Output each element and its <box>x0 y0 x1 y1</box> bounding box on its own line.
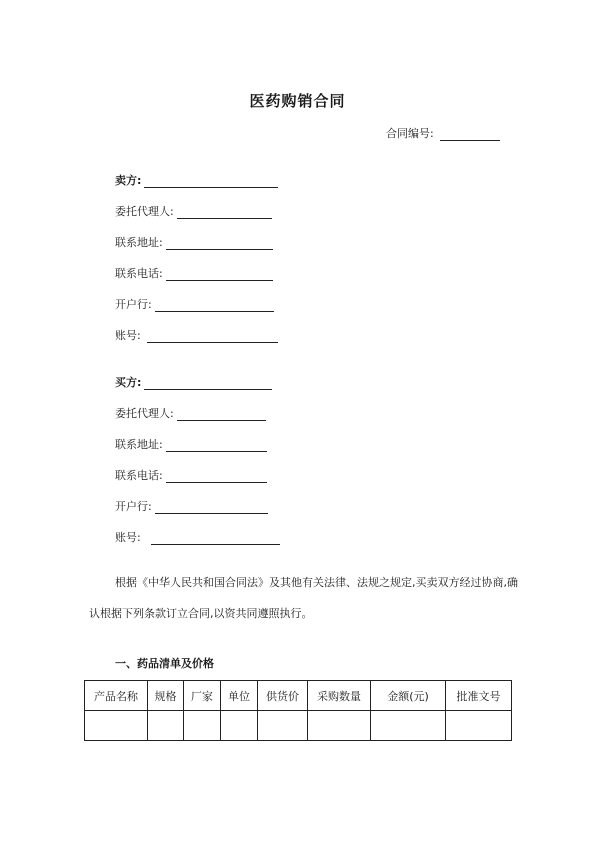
document-title: 医药购销合同 <box>249 92 346 110</box>
table-cell[interactable] <box>221 711 258 741</box>
contract-number-blank[interactable] <box>440 129 500 141</box>
seller-agent-field <box>115 203 272 219</box>
section-1-heading: 一、药品清单及价格 <box>115 657 214 670</box>
table-row <box>85 711 512 741</box>
buyer-phone-field <box>115 467 267 483</box>
table-header-row <box>85 681 512 711</box>
seller-address-label: 联系地址: <box>115 236 163 249</box>
seller-party-label: 卖方: <box>115 174 142 187</box>
buyer-phone-label: 联系电话: <box>115 469 163 482</box>
table-header-cell: 采购数量 <box>308 681 371 711</box>
buyer-account-label: 账号: <box>115 531 141 544</box>
seller-phone-blank[interactable] <box>166 268 273 281</box>
buyer-bank-blank[interactable] <box>155 501 268 514</box>
seller-agent-label: 委托代理人: <box>115 205 174 218</box>
seller-agent-blank[interactable] <box>177 206 272 219</box>
seller-phone-label: 联系电话: <box>115 267 163 280</box>
seller-account-blank[interactable] <box>147 330 278 343</box>
seller-account-field <box>115 327 278 343</box>
table-header-cell: 厂家 <box>184 681 221 711</box>
buyer-bank-field <box>115 498 268 514</box>
table-header-cell: 金额(元) <box>371 681 446 711</box>
buyer-address-field <box>115 436 267 452</box>
seller-bank-label: 开户行: <box>115 298 152 311</box>
table-cell[interactable] <box>308 711 371 741</box>
table-cell[interactable] <box>148 711 184 741</box>
table-header-cell: 批准文号 <box>446 681 512 711</box>
table-header-cell: 规格 <box>148 681 184 711</box>
seller-party-blank[interactable] <box>144 175 278 188</box>
buyer-bank-label: 开户行: <box>115 500 152 513</box>
buyer-party-field <box>115 374 272 390</box>
seller-bank-blank[interactable] <box>155 299 274 312</box>
table-header-cell: 供货价 <box>258 681 308 711</box>
contract-number <box>386 125 500 141</box>
intro-paragraph: 根据《中华人民共和国合同法》及其他有关法律、法规之规定,买卖双方经过协商,确认根据下列条款订立合同,以资共同遵照执行。 <box>89 576 518 620</box>
buyer-agent-field <box>115 405 266 421</box>
table-cell[interactable] <box>184 711 221 741</box>
buyer-account-field <box>115 529 280 545</box>
seller-bank-field <box>115 296 274 312</box>
table-header-cell: 产品名称 <box>85 681 148 711</box>
seller-address-field <box>115 234 273 250</box>
drug-list-table <box>84 680 512 741</box>
buyer-party-blank[interactable] <box>144 377 272 390</box>
seller-phone-field <box>115 265 273 281</box>
table-cell[interactable] <box>85 711 148 741</box>
table-cell[interactable] <box>258 711 308 741</box>
buyer-address-label: 联系地址: <box>115 438 163 451</box>
contract-number-label: 合同编号: <box>386 127 434 140</box>
seller-party-field <box>115 172 278 188</box>
buyer-account-blank[interactable] <box>151 532 280 545</box>
buyer-agent-label: 委托代理人: <box>115 407 174 420</box>
table-header-cell: 单位 <box>221 681 258 711</box>
table-cell[interactable] <box>371 711 446 741</box>
seller-address-blank[interactable] <box>166 237 273 250</box>
buyer-phone-blank[interactable] <box>166 470 267 483</box>
buyer-address-blank[interactable] <box>166 439 267 452</box>
buyer-party-label: 买方: <box>115 376 142 389</box>
table-cell[interactable] <box>446 711 512 741</box>
seller-account-label: 账号: <box>115 329 141 342</box>
buyer-agent-blank[interactable] <box>177 408 266 421</box>
